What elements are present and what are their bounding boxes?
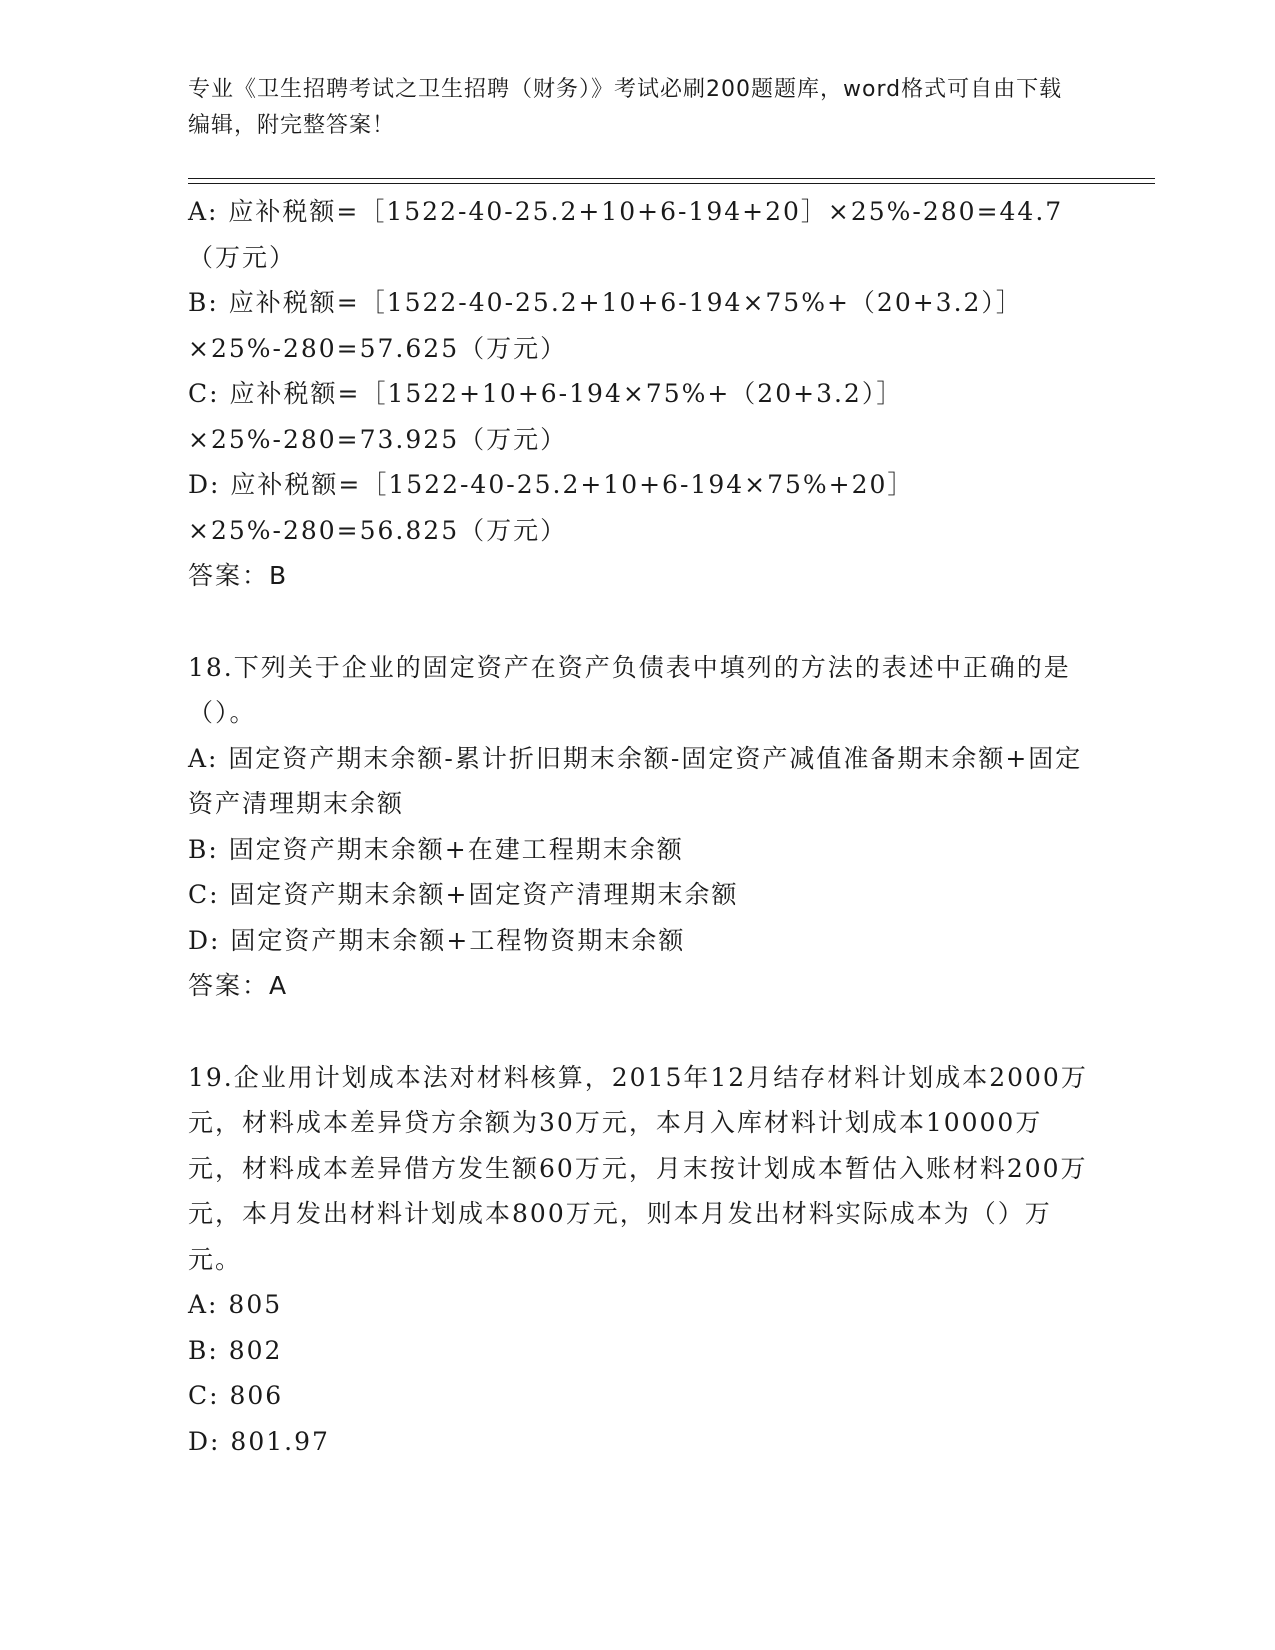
question-18 <box>188 645 1088 1009</box>
option-d: D: 应补税额=［1522-40-25.2+10+6-194×75%+20］×25%-280=56.825（万元） <box>188 470 915 545</box>
option-a: A: 应补税额=［1522-40-25.2+10+6-194+20］×25%-280=44.7（万元） <box>188 197 1064 272</box>
question-content <box>188 189 1088 1464</box>
option-a: A: 805 <box>188 1290 283 1319</box>
header-rule-bottom <box>188 183 1155 184</box>
question-17-tail <box>188 189 1088 599</box>
question-19 <box>188 1055 1088 1465</box>
header-rule-top <box>188 178 1155 179</box>
option-c: C: 固定资产期末余额+固定资产清理期末余额 <box>188 880 739 909</box>
spacer <box>188 599 1088 645</box>
question-text: 18.下列关于企业的固定资产在资产负债表中填列的方法的表述中正确的是（）。 <box>188 652 1071 727</box>
option-b: B: 应补税额=［1522-40-25.2+10+6-194×75%+（20+3.2）］×25%-280=57.625（万元） <box>188 288 1023 363</box>
answer-line: 答案：A <box>188 971 289 1000</box>
document-title: 专业《卫生招聘考试之卫生招聘（财务）》考试必刷200题题库，word格式可自由下载编辑，附完整答案！ <box>188 77 1063 138</box>
option-b: B: 固定资产期末余额+在建工程期末余额 <box>188 834 684 864</box>
answer-line: 答案：B <box>188 561 289 590</box>
spacer <box>188 1009 1088 1055</box>
option-c: C: 应补税额=［1522+10+6-194×75%+（20+3.2）］×25%-280=73.925（万元） <box>188 379 904 454</box>
option-a: A: 固定资产期末余额-累计折旧期末余额-固定资产减值准备期末余额+固定资产清理期末余额 <box>188 743 1083 818</box>
question-text: 19.企业用计划成本法对材料核算，2015年12月结存材料计划成本2000万元，材料成本差异贷方余额为30万元，本月入库材料计划成本10000万元，材料成本差异借方发生额60万元，月末按计划成本暂估入账材料200万元，本月发出材料计划成本800万元，则本月发出材料实际成本为（）万元。 <box>188 1062 1088 1274</box>
option-c: C: 806 <box>188 1381 284 1410</box>
option-b: B: 802 <box>188 1335 283 1365</box>
option-d: D: 固定资产期末余额+工程物资期末余额 <box>188 925 686 955</box>
option-d: D: 801.97 <box>188 1426 330 1456</box>
